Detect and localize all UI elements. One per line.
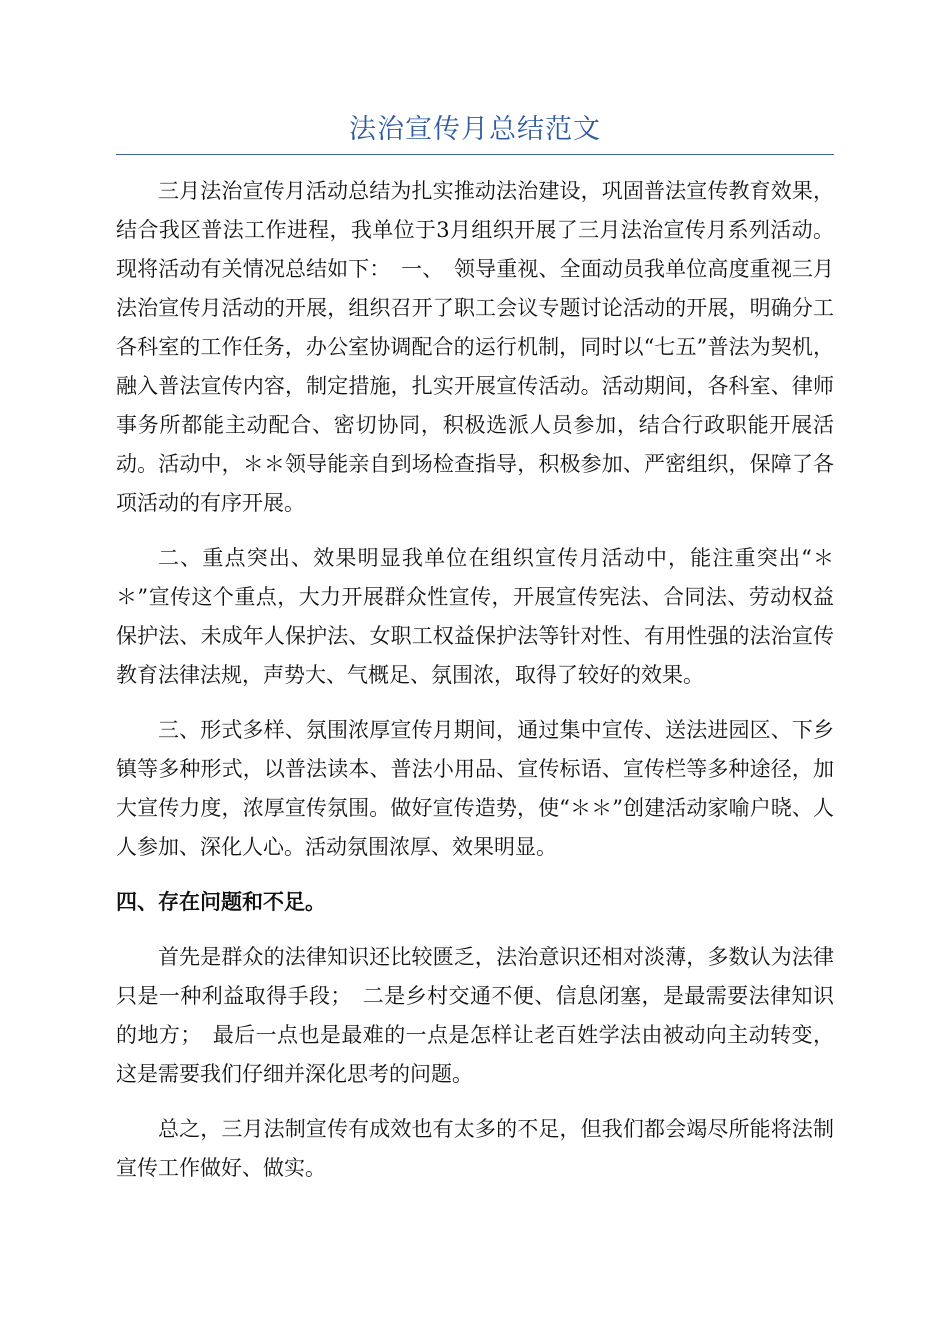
paragraph-section-2: 二、重点突出、效果明显我单位在组织宣传月活动中，能注重突出“＊＊”宣传这个重点，大力开展群众性宣传，开展宣传宪法、合同法、劳动权益保护法、未成年人保护法、女职工权益保护法等针对性、有用性强的法治宣传教育法律法规，声势大、气概足、氛围浓，取得了较好的效果。 (116, 546, 834, 687)
title-block (116, 112, 834, 155)
section-heading-4: 四、存在问题和不足。 (116, 890, 326, 914)
paragraph-problems: 首先是群众的法律知识还比较匮乏，法治意识还相对淡薄，多数认为法律只是一种利益取得手段； 二是乡村交通不便、信息闭塞，是最需要法律知识的地方； 最后一点也是最难的一点是怎样让老百姓学法由被动向主动转变，这是需要我们仔细并深化思考的问题。 (116, 945, 834, 1086)
paragraph-section-3: 三、形式多样、氛围浓厚宣传月期间，通过集中宣传、送法进园区、下乡镇等多种形式，以普法读本、普法小用品、宣传标语、宣传栏等多种途径，加大宣传力度，浓厚宣传氛围。做好宣传造势，使“＊＊”创建活动家喻户晓、人人参加、深化人心。活动氛围浓厚、效果明显。 (116, 718, 834, 859)
paragraph-intro: 三月法治宣传月活动总结为扎实推动法治建设，巩固普法宣传教育效果，结合我区普法工作进程，我单位于3月组织开展了三月法治宣传月系列活动。现将活动有关情况总结如下： 一、 领导重视、全面动员我单位高度重视三月法治宣传月活动的开展，组织召开了职工会议专题讨论活动的开展，明确分工各科室的工作任务，办公室协调配合的运行机制，同时以“七五”普法为契机，融入普法宣传内容，制定措施，扎实开展宣传活动。活动期间，各科室、律师事务所都能主动配合、密切协同，积极选派人员参加，结合行政职能开展活动。活动中，＊＊领导能亲自到场检查指导，积极参加、严密组织，保障了各项活动的有序开展。 (116, 179, 834, 515)
document-body (116, 172, 834, 1188)
paragraph-conclusion: 总之，三月法制宣传有成效也有太多的不足，但我们都会竭尽所能将法制宣传工作做好、做实。 (116, 1117, 834, 1180)
page-title: 法治宣传月总结范文 (349, 114, 601, 145)
